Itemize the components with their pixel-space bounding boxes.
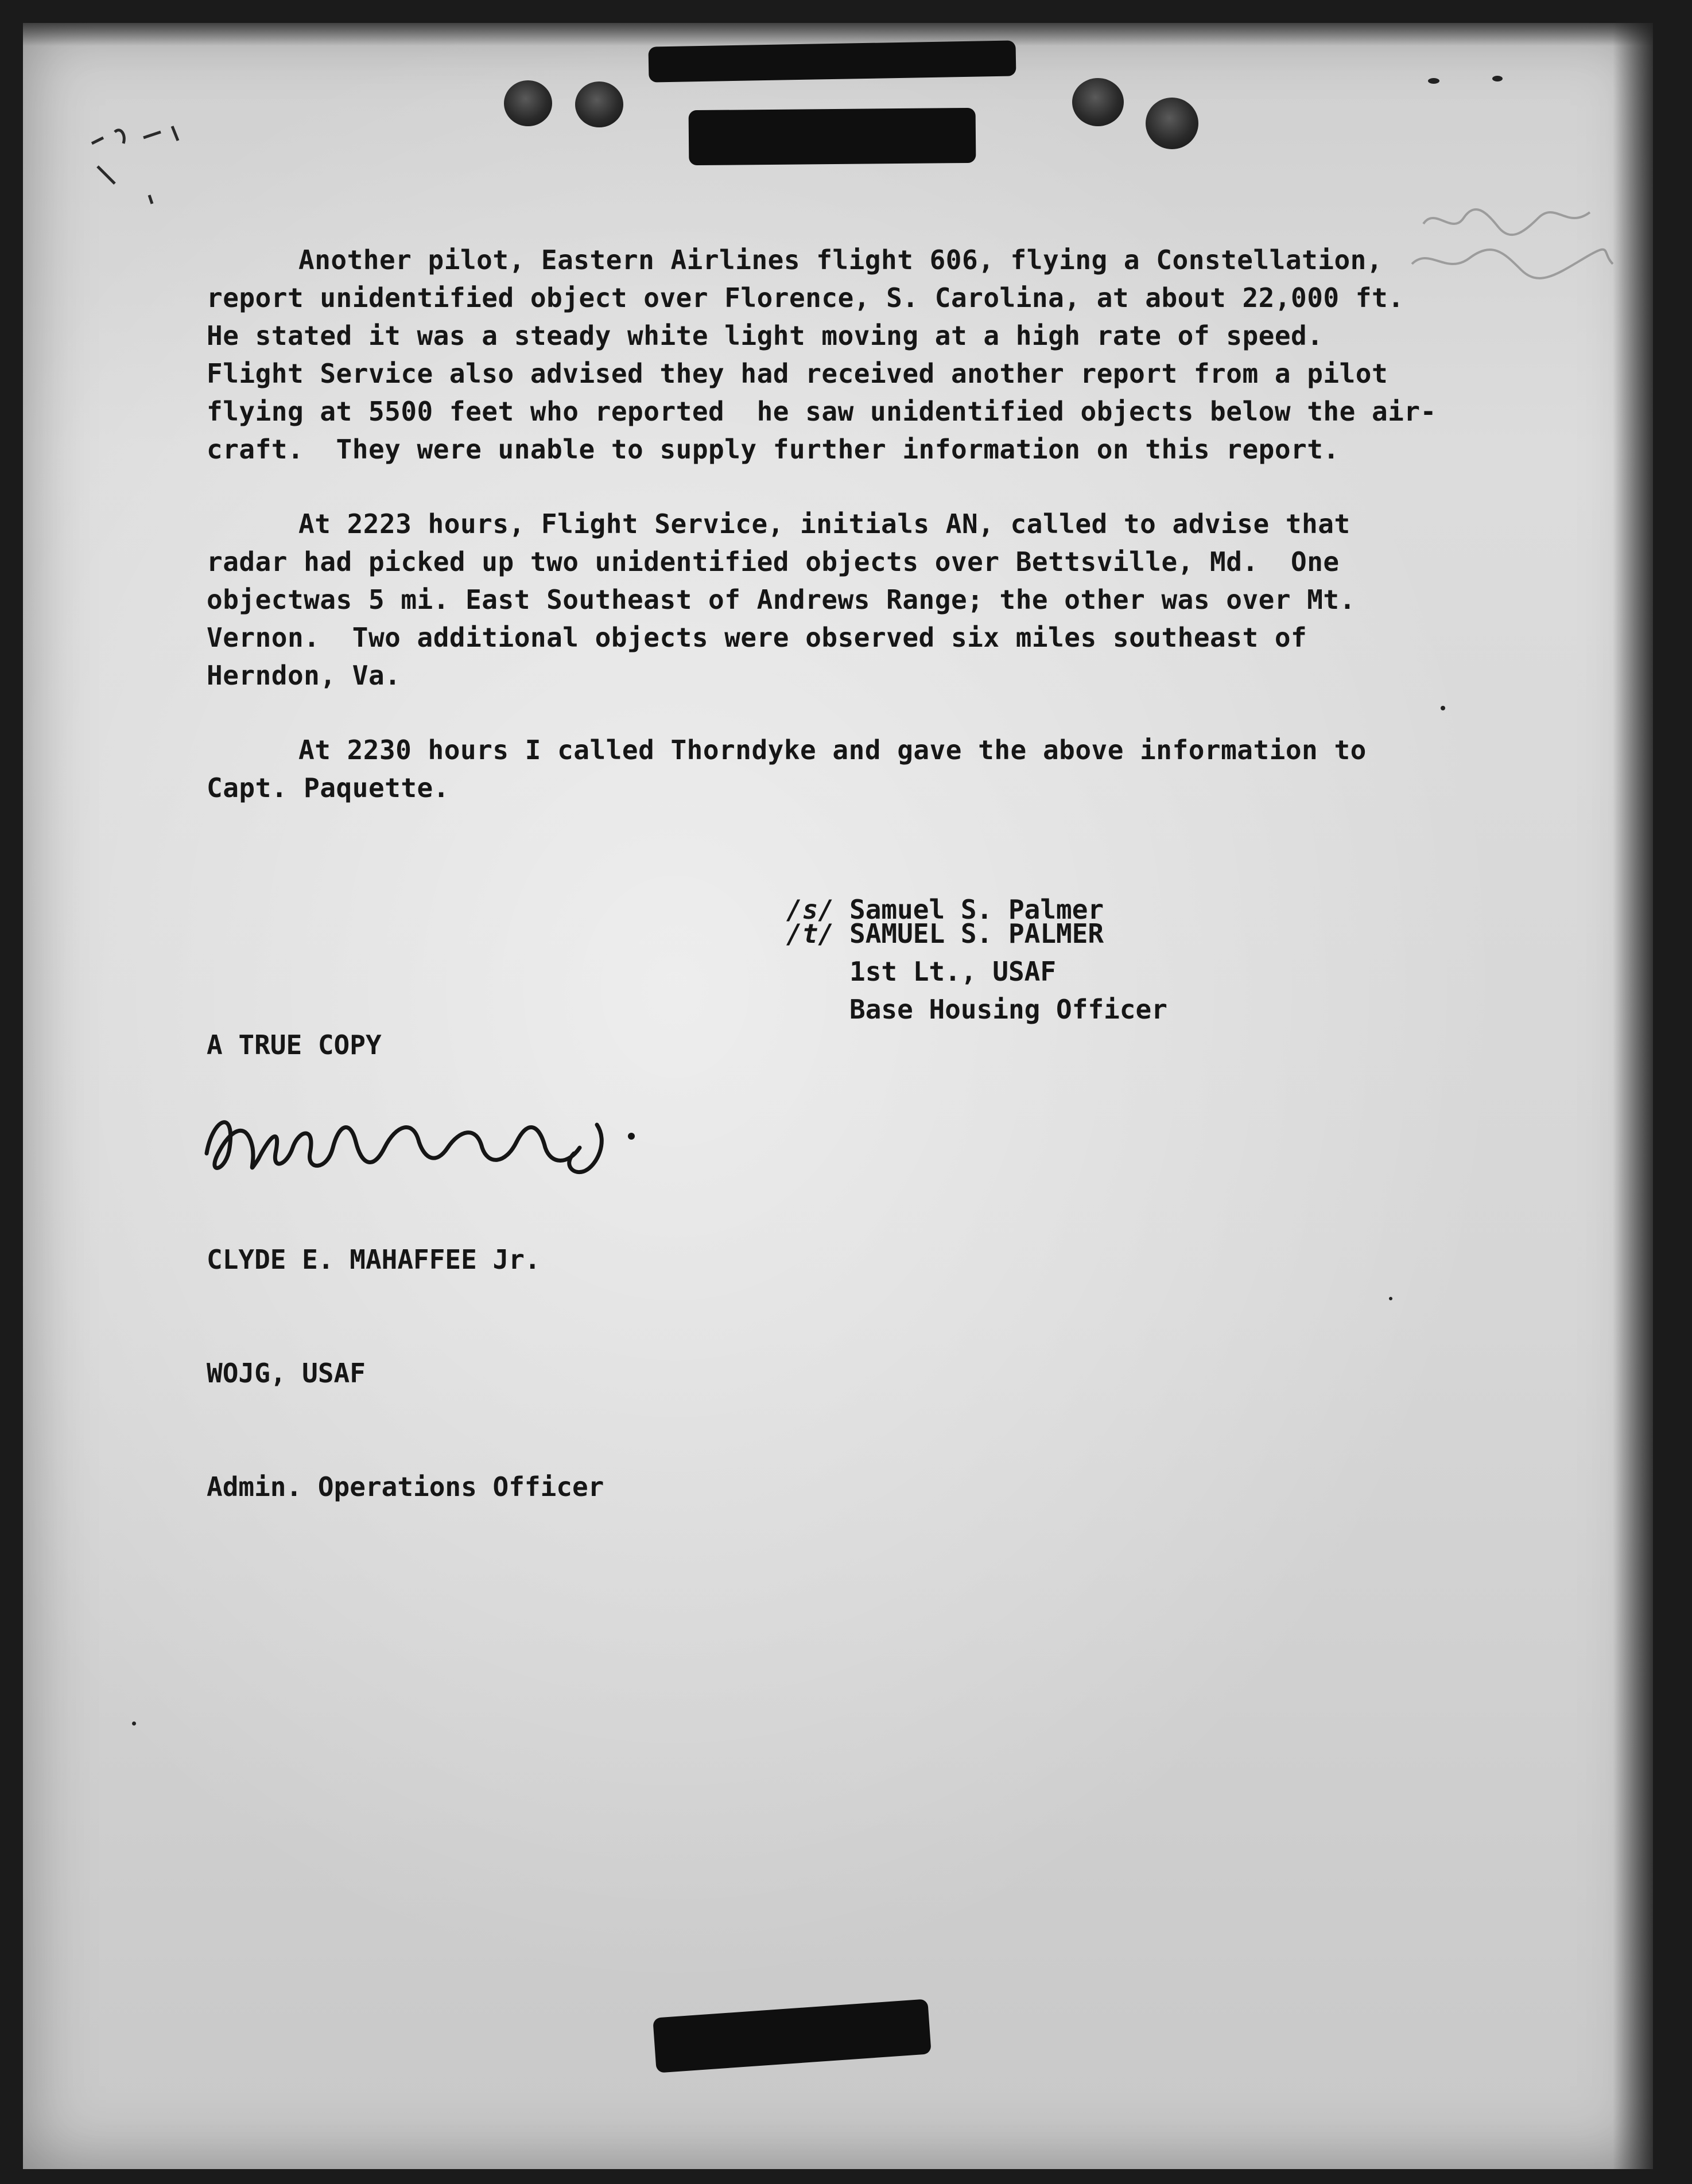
title-line xyxy=(786,990,1167,1028)
typed-name: SAMUEL S. PALMER xyxy=(849,918,1104,949)
signer-rank: 1st Lt., USAF xyxy=(849,956,1057,987)
redaction-bar-bottom xyxy=(653,1999,932,2073)
certifier-rank: WOJG, USAF xyxy=(207,1358,366,1389)
redaction-bar-top-2 xyxy=(689,108,976,165)
true-copy-label: A TRUE COPY xyxy=(207,1029,382,1060)
paragraph-call-thorndyke: At 2230 hours I called Thorndyke and gave the above information to Capt. Paquette. xyxy=(207,735,1367,803)
memo-body xyxy=(207,241,1527,844)
certifier-title: Admin. Operations Officer xyxy=(207,1471,604,1502)
speck xyxy=(132,1721,136,1726)
signed-name: Samuel S. Palmer xyxy=(849,894,1104,925)
certifier-name: CLYDE E. MAHAFFEE Jr. xyxy=(207,1244,541,1275)
signature-block xyxy=(786,891,1167,1028)
redaction-bar-top-1 xyxy=(649,40,1016,82)
punch-hole xyxy=(1146,98,1198,149)
signed-mark: /s/ xyxy=(786,894,835,925)
paper-sheet xyxy=(23,23,1653,2169)
typed-line xyxy=(786,915,1167,953)
scan-shadow-right xyxy=(1613,23,1653,2169)
corner-scribble xyxy=(80,109,241,224)
punch-hole xyxy=(575,81,623,127)
rank-line xyxy=(786,953,1167,990)
paragraph-radar-report: At 2223 hours, Flight Service, initials AN, called to advise that radar had picked up two unidentified objects over Bettsville, Md. One objectwas 5 mi. East Southeast of Andrews Range; the other was over Mt. Vernon. Two additional objects were observed six miles southeast of Herndon, Va. xyxy=(207,508,1356,691)
paragraph-pilot-report: Another pilot, Eastern Airlines flight 606, flying a Constellation, report unidentified object over Florence, S. Carolina, at about 22,000 ft. He stated it was a steady white light moving at a high rate of speed. Flight Service also advised they had received another report from a pilot flying at 5500 feet who reported he saw unidentified objects below the air- craft. They were unable to supply further information on this report. xyxy=(207,244,1437,465)
typed-mark: /t/ xyxy=(786,918,835,949)
signer-title: Base Housing Officer xyxy=(849,994,1167,1025)
speck xyxy=(1428,78,1439,84)
speck xyxy=(1389,1297,1392,1300)
punch-hole xyxy=(1072,78,1124,126)
speck xyxy=(1492,76,1503,81)
scan-shadow-top xyxy=(23,23,1653,46)
certifier-block xyxy=(207,1165,604,1581)
punch-hole xyxy=(504,80,552,126)
